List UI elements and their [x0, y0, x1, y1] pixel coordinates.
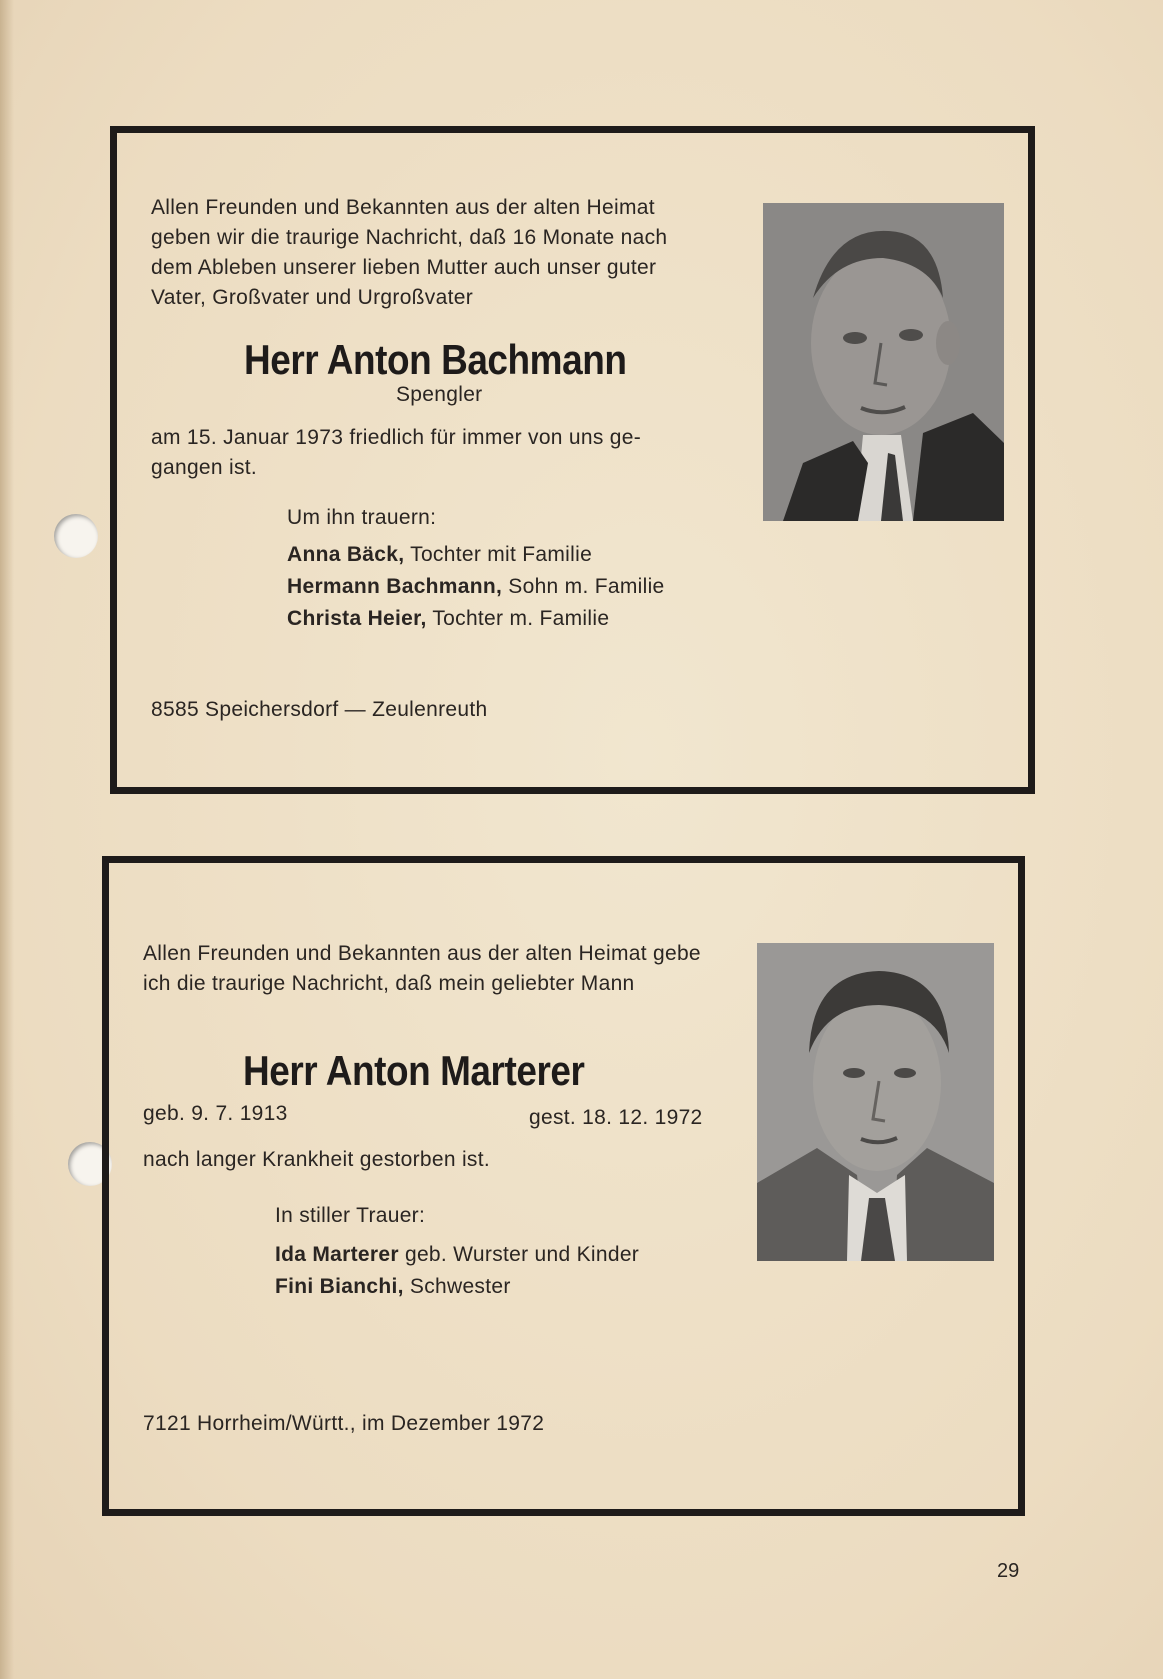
notice-place: 7121 Horrheim/Württ., im Dezember 1972: [143, 1412, 545, 1435]
mourner-entry: [275, 1271, 639, 1303]
portrait-photo: [763, 203, 1004, 521]
birth-date: geb. 9. 7. 1913: [143, 1102, 288, 1125]
death-text: nach langer Krankheit gestorben ist.: [143, 1148, 491, 1171]
mourning-heading: Um ihn trauern:: [287, 506, 437, 529]
mourner-relation: Schwester: [409, 1275, 511, 1298]
mourners-list: [275, 1239, 639, 1303]
notice-place: 8585 Speichersdorf — Zeulenreuth: [151, 698, 488, 721]
mourner-name: Anna Bäck,: [287, 543, 405, 566]
mourner-relation: Sohn m. Familie: [508, 575, 665, 598]
portrait-photo: [757, 943, 994, 1261]
portrait-image: [757, 943, 994, 1261]
notice-intro: Allen Freunden und Bekannten aus der alten Heimat geben wir die traurige Nachricht, daß 16 Monate nach dem Ableben unserer lieben Mutter auch unser guter Vater, Großvater und Urgroßvater: [151, 196, 668, 309]
mourner-name: Ida Marterer: [275, 1243, 399, 1266]
portrait-image: [763, 203, 1004, 521]
mourner-relation: Tochter m. Familie: [432, 607, 610, 630]
mourner-entry: [287, 539, 665, 571]
mourner-name: Hermann Bachmann,: [287, 575, 503, 598]
obituary-notice-1: [110, 126, 1035, 794]
mourner-relation: Tochter mit Familie: [410, 543, 593, 566]
deceased-profession: Spengler: [396, 383, 483, 406]
mourner-relation: geb. Wurster und Kinder: [404, 1243, 640, 1266]
mourner-entry: [287, 603, 665, 635]
mourner-entry: [287, 571, 665, 603]
deceased-name: Herr Anton Marterer: [243, 1047, 585, 1094]
death-text: am 15. Januar 1973 friedlich für immer von uns ge-gangen ist.: [151, 426, 642, 479]
obituary-notice-2: [102, 856, 1025, 1516]
mourning-heading: In stiller Trauer:: [275, 1204, 426, 1227]
binding-shadow: [0, 0, 14, 1679]
mourners-list: [287, 539, 665, 635]
notice-intro: Allen Freunden und Bekannten aus der alten Heimat gebe ich die traurige Nachricht, daß mein geliebter Mann: [143, 942, 701, 995]
page-number: 29: [997, 1560, 1020, 1582]
punch-hole: [54, 514, 98, 558]
deceased-name: Herr Anton Bachmann: [244, 336, 627, 383]
death-date: gest. 18. 12. 1972: [529, 1106, 703, 1129]
mourner-entry: [275, 1239, 639, 1271]
mourner-name: Fini Bianchi,: [275, 1275, 404, 1298]
mourner-name: Christa Heier,: [287, 607, 427, 630]
